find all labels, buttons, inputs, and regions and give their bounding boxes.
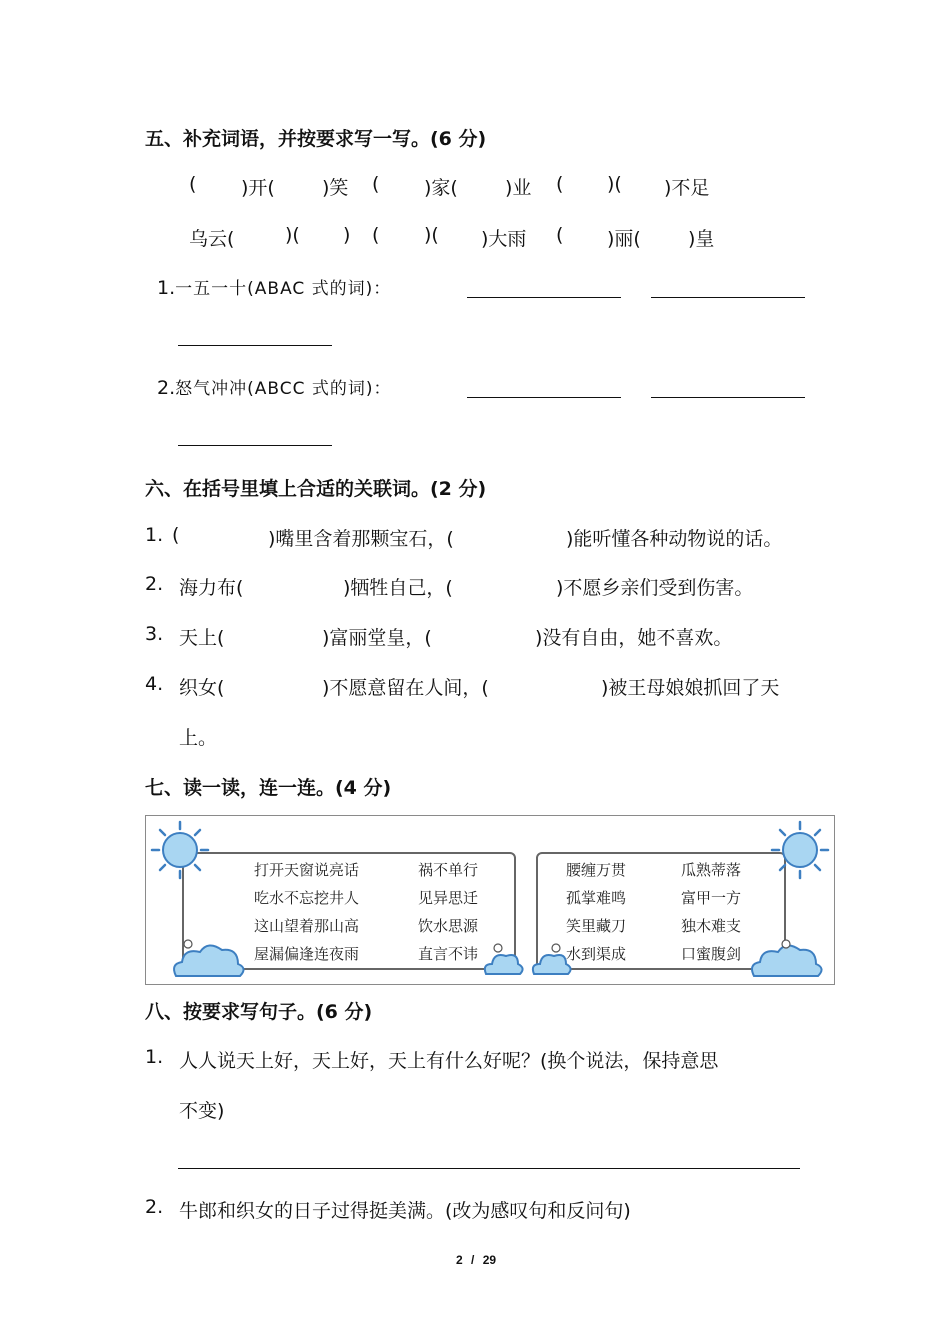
cloud-icon bbox=[746, 936, 826, 980]
q2-answer-blank-1[interactable] bbox=[467, 379, 621, 398]
left-phrase[interactable]: 打开天窗说亮话 bbox=[254, 861, 360, 879]
left-idiom[interactable]: 直言不讳 bbox=[418, 945, 479, 963]
matching-figure bbox=[145, 815, 835, 985]
sun-icon bbox=[768, 818, 832, 882]
right-idiom[interactable]: 口蜜腹剑 bbox=[681, 945, 742, 963]
right-idiom[interactable]: 笑里藏刀 bbox=[566, 917, 627, 935]
section5-title: 五、补充词语，并按要求写一写。(6 分) bbox=[145, 128, 487, 150]
q1-answer-blank-2[interactable] bbox=[651, 279, 805, 298]
cloud-icon bbox=[482, 942, 526, 978]
right-idiom[interactable]: 腰缠万贯 bbox=[566, 861, 627, 879]
q1-answer-blank-3[interactable] bbox=[178, 327, 332, 346]
q2-answer-blank-2[interactable] bbox=[651, 379, 805, 398]
right-idiom[interactable]: 孤掌难鸣 bbox=[566, 889, 627, 907]
q1-answer-blank-1[interactable] bbox=[467, 279, 621, 298]
right-idiom[interactable]: 水到渠成 bbox=[566, 945, 627, 963]
sun-icon bbox=[148, 818, 212, 882]
section7-title: 七、读一读，连一连。(4 分) bbox=[145, 777, 392, 799]
section8-q1-answer-line[interactable] bbox=[178, 1150, 800, 1169]
q2-answer-blank-3[interactable] bbox=[178, 427, 332, 446]
left-phrase[interactable]: 这山望着那山高 bbox=[254, 917, 360, 935]
page-number: 2 / 29 bbox=[456, 1253, 497, 1267]
cloud-icon bbox=[168, 936, 248, 980]
section5-q1: 1.一五一十(ABAC 式的词)： bbox=[157, 277, 392, 299]
left-idiom[interactable]: 祸不单行 bbox=[418, 861, 479, 879]
section5-q2: 2.怒气冲冲(ABCC 式的词)： bbox=[157, 377, 392, 399]
right-idiom[interactable]: 富甲一方 bbox=[681, 889, 742, 907]
left-phrase[interactable]: 屋漏偏逢连夜雨 bbox=[254, 945, 360, 963]
section8-title: 八、按要求写句子。(6 分) bbox=[145, 1001, 373, 1023]
right-idiom[interactable]: 独木难支 bbox=[681, 917, 742, 935]
left-idiom[interactable]: 见异思迁 bbox=[418, 889, 479, 907]
right-idiom[interactable]: 瓜熟蒂落 bbox=[681, 861, 742, 879]
left-phrase[interactable]: 吃水不忘挖井人 bbox=[254, 889, 360, 907]
section6-title: 六、在括号里填上合适的关联词。(2 分) bbox=[145, 478, 487, 500]
left-idiom[interactable]: 饮水思源 bbox=[418, 917, 479, 935]
